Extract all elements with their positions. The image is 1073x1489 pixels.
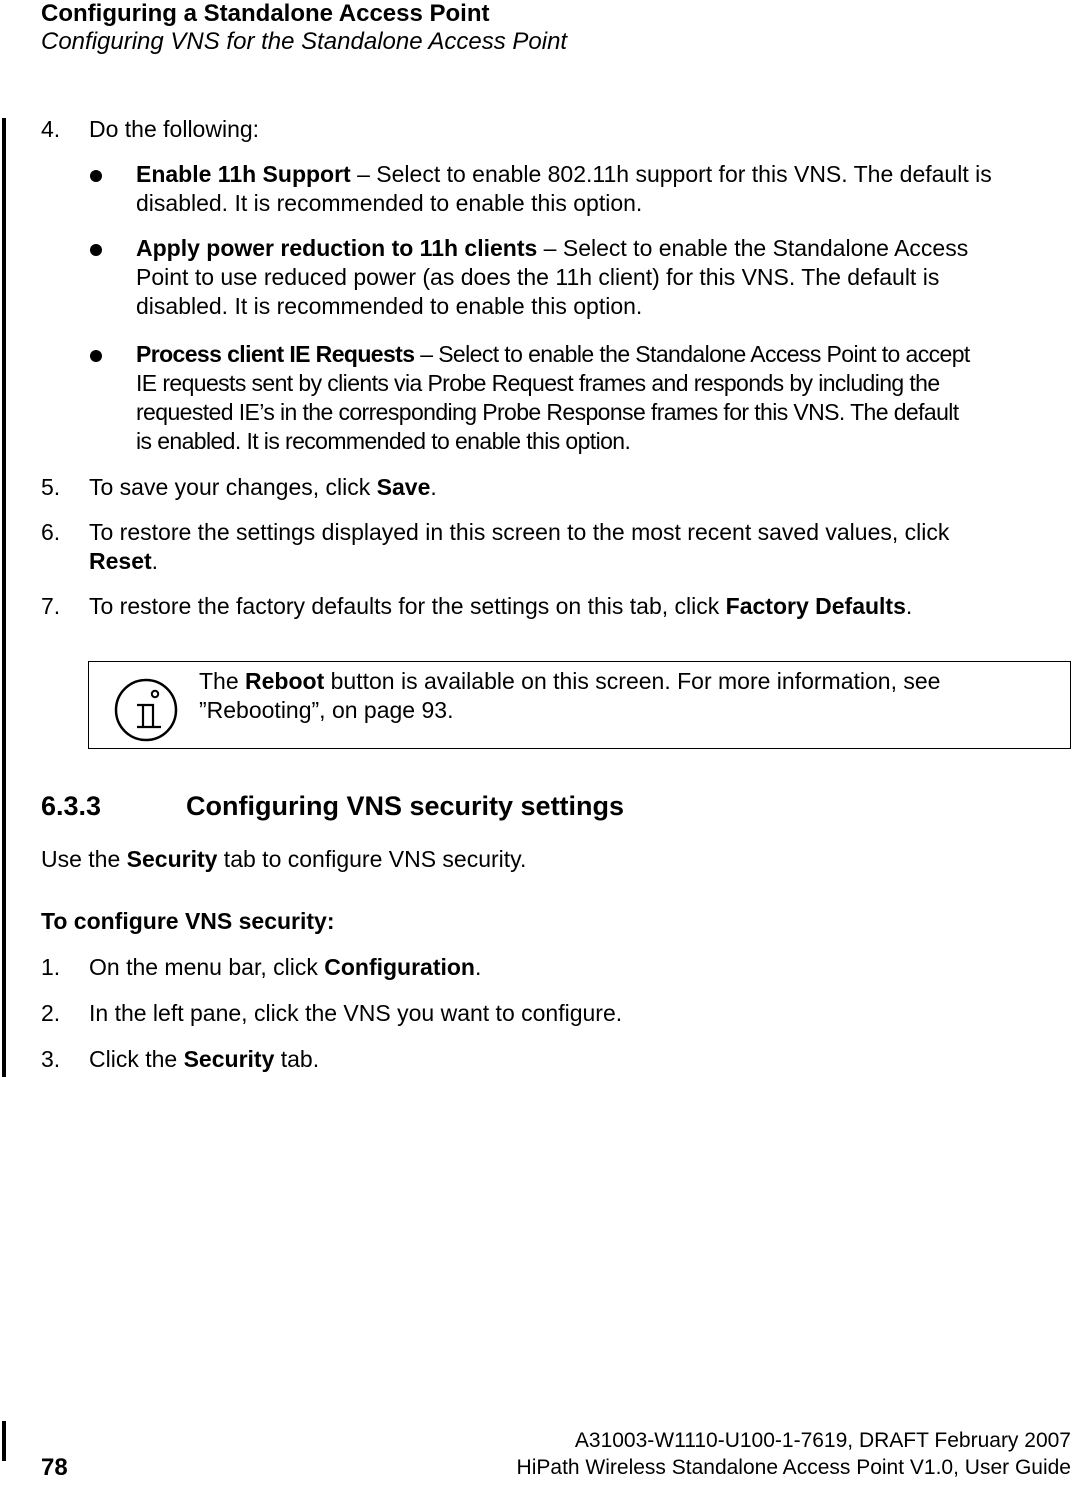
step-text <box>89 1045 319 1074</box>
step-text-part: . <box>151 548 159 574</box>
step-number: 6. <box>41 519 61 545</box>
step-text <box>89 953 481 982</box>
step-text-part: . <box>430 474 437 500</box>
bullet-term: Enable 11h Support <box>136 161 351 187</box>
step-number: 3. <box>41 1046 61 1072</box>
bullet-line: disabled. It is recommended to enable this option. <box>136 190 643 216</box>
step-text-part: To restore the factory defaults for the settings on this tab, click <box>89 593 726 619</box>
bullet-item <box>136 160 992 218</box>
reset-term: Reset <box>89 548 152 574</box>
note-text-part: button is available on this screen. For more information, see <box>324 668 941 694</box>
bullet-line: – Select to enable the Standalone Access Point to accept <box>414 341 970 367</box>
bullet-item <box>136 340 970 456</box>
save-term: Save <box>376 474 431 500</box>
footer-doc-id: A31003-W1110-U100-1-7619, DRAFT February 2007 <box>574 1429 1071 1452</box>
factory-defaults-term: Factory Defaults <box>725 593 906 619</box>
bullet-line: – Select to enable 802.11h support for this VNS. The default is <box>350 161 992 187</box>
step-text-part: . <box>474 954 482 980</box>
step-text-part: . <box>905 593 913 619</box>
section-intro <box>41 845 526 874</box>
step-text <box>89 473 437 502</box>
step-number: 7. <box>41 593 61 619</box>
bullet-dot <box>90 350 102 362</box>
step-text <box>89 518 949 576</box>
step-text <box>89 592 912 621</box>
step-text: In the left pane, click the VNS you want to configure. <box>89 1000 623 1026</box>
step-text-part: tab. <box>274 1046 320 1072</box>
reboot-term: Reboot <box>245 668 325 694</box>
bullet-line: – Select to enable the Standalone Access <box>537 235 969 261</box>
step-number: 5. <box>41 474 61 500</box>
bullet-item <box>136 234 968 321</box>
running-header-title: Configuring a Standalone Access Point <box>41 0 490 27</box>
step-number: 4. <box>41 116 61 142</box>
bullet-line: IE requests sent by clients via Probe Request frames and responds by including the <box>136 370 940 396</box>
intro-part: Use the <box>41 846 127 872</box>
step-text-part: To restore the settings displayed in this screen to the most recent saved values, click <box>89 519 950 545</box>
section-title: Configuring VNS security settings <box>186 791 625 821</box>
bullet-line: Point to use reduced power (as does the 11h client) for this VNS. The default is <box>136 264 940 290</box>
bullet-line: disabled. It is recommended to enable this option. <box>136 293 643 319</box>
step-text: Do the following: <box>89 116 260 142</box>
bullet-dot <box>90 244 102 256</box>
bullet-term: Apply power reduction to 11h clients <box>136 235 538 261</box>
running-header-subtitle: Configuring VNS for the Standalone Access Point <box>41 28 568 55</box>
note-text <box>199 667 940 725</box>
note-text-part: The <box>199 668 246 694</box>
procedure-title: To configure VNS security: <box>41 908 335 934</box>
step-text-part: Click the <box>89 1046 184 1072</box>
step-text-part: On the menu bar, click <box>89 954 325 980</box>
note-cross-reference: ”Rebooting”, on page 93. <box>199 697 454 723</box>
intro-part: tab to configure VNS security. <box>217 846 527 872</box>
configuration-term: Configuration <box>324 954 475 980</box>
change-bar <box>2 118 6 1077</box>
bullet-line: requested IE’s in the corresponding Probe Response frames for this VNS. The default <box>136 399 959 425</box>
security-tab-term: Security <box>183 1046 275 1072</box>
note-box <box>88 661 1071 749</box>
page-number: 78 <box>41 1454 68 1481</box>
step-number: 1. <box>41 954 61 980</box>
step-text-part: To save your changes, click <box>89 474 377 500</box>
security-term: Security <box>126 846 218 872</box>
bullet-line: is enabled. It is recommended to enable this option. <box>136 428 631 454</box>
bullet-term: Process client IE Requests <box>136 341 415 367</box>
bullet-dot <box>90 170 102 182</box>
step-number: 2. <box>41 1000 61 1026</box>
section-number: 6.3.3 <box>41 791 102 821</box>
info-icon <box>113 677 179 743</box>
footer-bar <box>2 1421 6 1461</box>
footer-doc-title: HiPath Wireless Standalone Access Point V1.0, User Guide <box>516 1456 1071 1479</box>
